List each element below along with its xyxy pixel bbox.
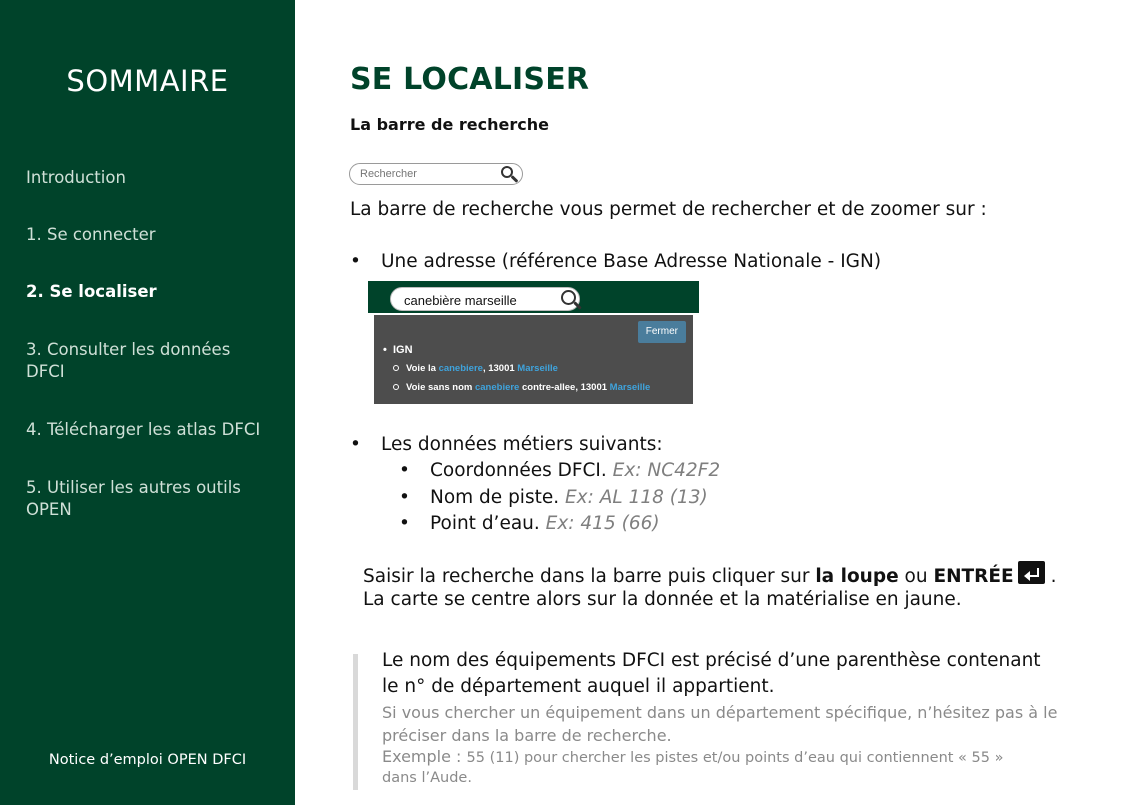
sub-item-text: [430, 511, 660, 537]
bullet-dot: •: [399, 460, 410, 481]
sub-item-example: Ex: AL 118 (13): [564, 487, 708, 508]
sidebar-item-consulter-donnees[interactable]: 3. Consulter les données DFCI: [26, 340, 231, 381]
page-title: SE LOCALISER: [350, 62, 590, 97]
bullet-dot: •: [399, 513, 410, 534]
result-city: Marseille: [517, 363, 558, 374]
search-icon[interactable]: [501, 166, 513, 178]
sidebar-item-autres-outils[interactable]: 5. Utiliser les autres outils OPEN: [26, 478, 241, 519]
instruction-text: [363, 561, 1056, 590]
enter-key-icon: [1018, 561, 1045, 584]
sidebar-item-telecharger-atlas[interactable]: 4. Télécharger les atlas DFCI: [26, 420, 261, 439]
sidebar-footer: Notice d’emploi OPEN DFCI: [48, 752, 247, 768]
ign-result-1[interactable]: [393, 363, 558, 374]
ign-group-header: • IGN: [383, 344, 413, 356]
result-match: canebiere: [474, 382, 520, 393]
note-divider: [353, 654, 358, 790]
search-icon[interactable]: [561, 290, 576, 305]
section-subtitle: La barre de recherche: [350, 115, 549, 134]
bullet-dot: •: [399, 487, 410, 508]
result-middle: contre-allee, 13001: [519, 382, 610, 393]
instruction-part2: ou: [898, 566, 934, 587]
sub-item-label: Point d’eau.: [430, 513, 546, 534]
note-tip-text: Si vous chercher un équipement dans un département spécifique, n’hésitez pas à le préciser dans la barre de recherche.: [382, 703, 1058, 745]
bullet-donnees-text: Les données métiers suivants:: [381, 434, 663, 455]
result-match: canebiere: [438, 363, 483, 374]
result-city: Marseille: [609, 382, 651, 393]
instruction-entree: ENTRÉE: [933, 566, 1014, 587]
ign-result-2[interactable]: [393, 382, 650, 393]
search-input[interactable]: [360, 167, 490, 181]
sub-item-text: [430, 485, 708, 511]
instruction-result-text: La carte se centre alors sur la donnée et la matérialise en jaune.: [363, 589, 962, 610]
sidebar-item-introduction[interactable]: Introduction: [26, 168, 126, 187]
sidebar: [0, 0, 295, 805]
bullet-adresse-text: Une adresse (référence Base Adresse Nationale - IGN): [381, 251, 882, 272]
sidebar-title: SOMMAIRE: [66, 64, 229, 98]
result-prefix: Voie sans nom: [406, 382, 475, 393]
bullet-dot: •: [350, 251, 361, 272]
sub-item-example: Ex: NC42F2: [612, 460, 721, 481]
result-bullet-icon: [393, 365, 399, 371]
bullet-dot: •: [350, 434, 361, 455]
result-middle: , 13001: [482, 363, 518, 374]
intro-text: La barre de recherche vous permet de rechercher et de zoomer sur :: [350, 199, 987, 220]
search-bar-example[interactable]: [349, 163, 523, 185]
ign-results-panel: [374, 315, 693, 404]
note-main-text: Le nom des équipements DFCI est précisé d’une parenthèse contenant le n° de département auquel il appartient.: [382, 650, 1041, 697]
sub-item-text: [430, 458, 720, 484]
ign-search-field[interactable]: [390, 287, 580, 311]
close-button[interactable]: Fermer: [638, 321, 686, 343]
note-example-text: 55 (11) pour chercher les pistes et/ou points d’eau qui contiennent « 55 » dans l’Aude.: [382, 750, 1004, 786]
sub-item-example: Ex: 415 (66): [545, 513, 660, 534]
result-bullet-icon: [393, 384, 399, 390]
instruction-part1: Saisir la recherche dans la barre puis cliquer sur: [363, 566, 816, 587]
sidebar-item-se-localiser[interactable]: 2. Se localiser: [26, 282, 157, 301]
instruction-loupe: la loupe: [815, 566, 899, 587]
sidebar-item-se-connecter[interactable]: 1. Se connecter: [26, 225, 156, 244]
result-prefix: Voie la: [406, 363, 439, 374]
instruction-part3: .: [1044, 566, 1057, 587]
ign-search-example: [368, 281, 699, 313]
main-content: [295, 0, 1141, 805]
sub-item-label: Coordonnées DFCI.: [430, 460, 613, 481]
ign-group-label: IGN: [392, 344, 413, 356]
sub-item-label: Nom de piste.: [430, 487, 565, 508]
note-example: [382, 747, 1032, 788]
note-example-label: Exemple :: [382, 747, 467, 766]
ign-search-input[interactable]: [404, 292, 554, 308]
